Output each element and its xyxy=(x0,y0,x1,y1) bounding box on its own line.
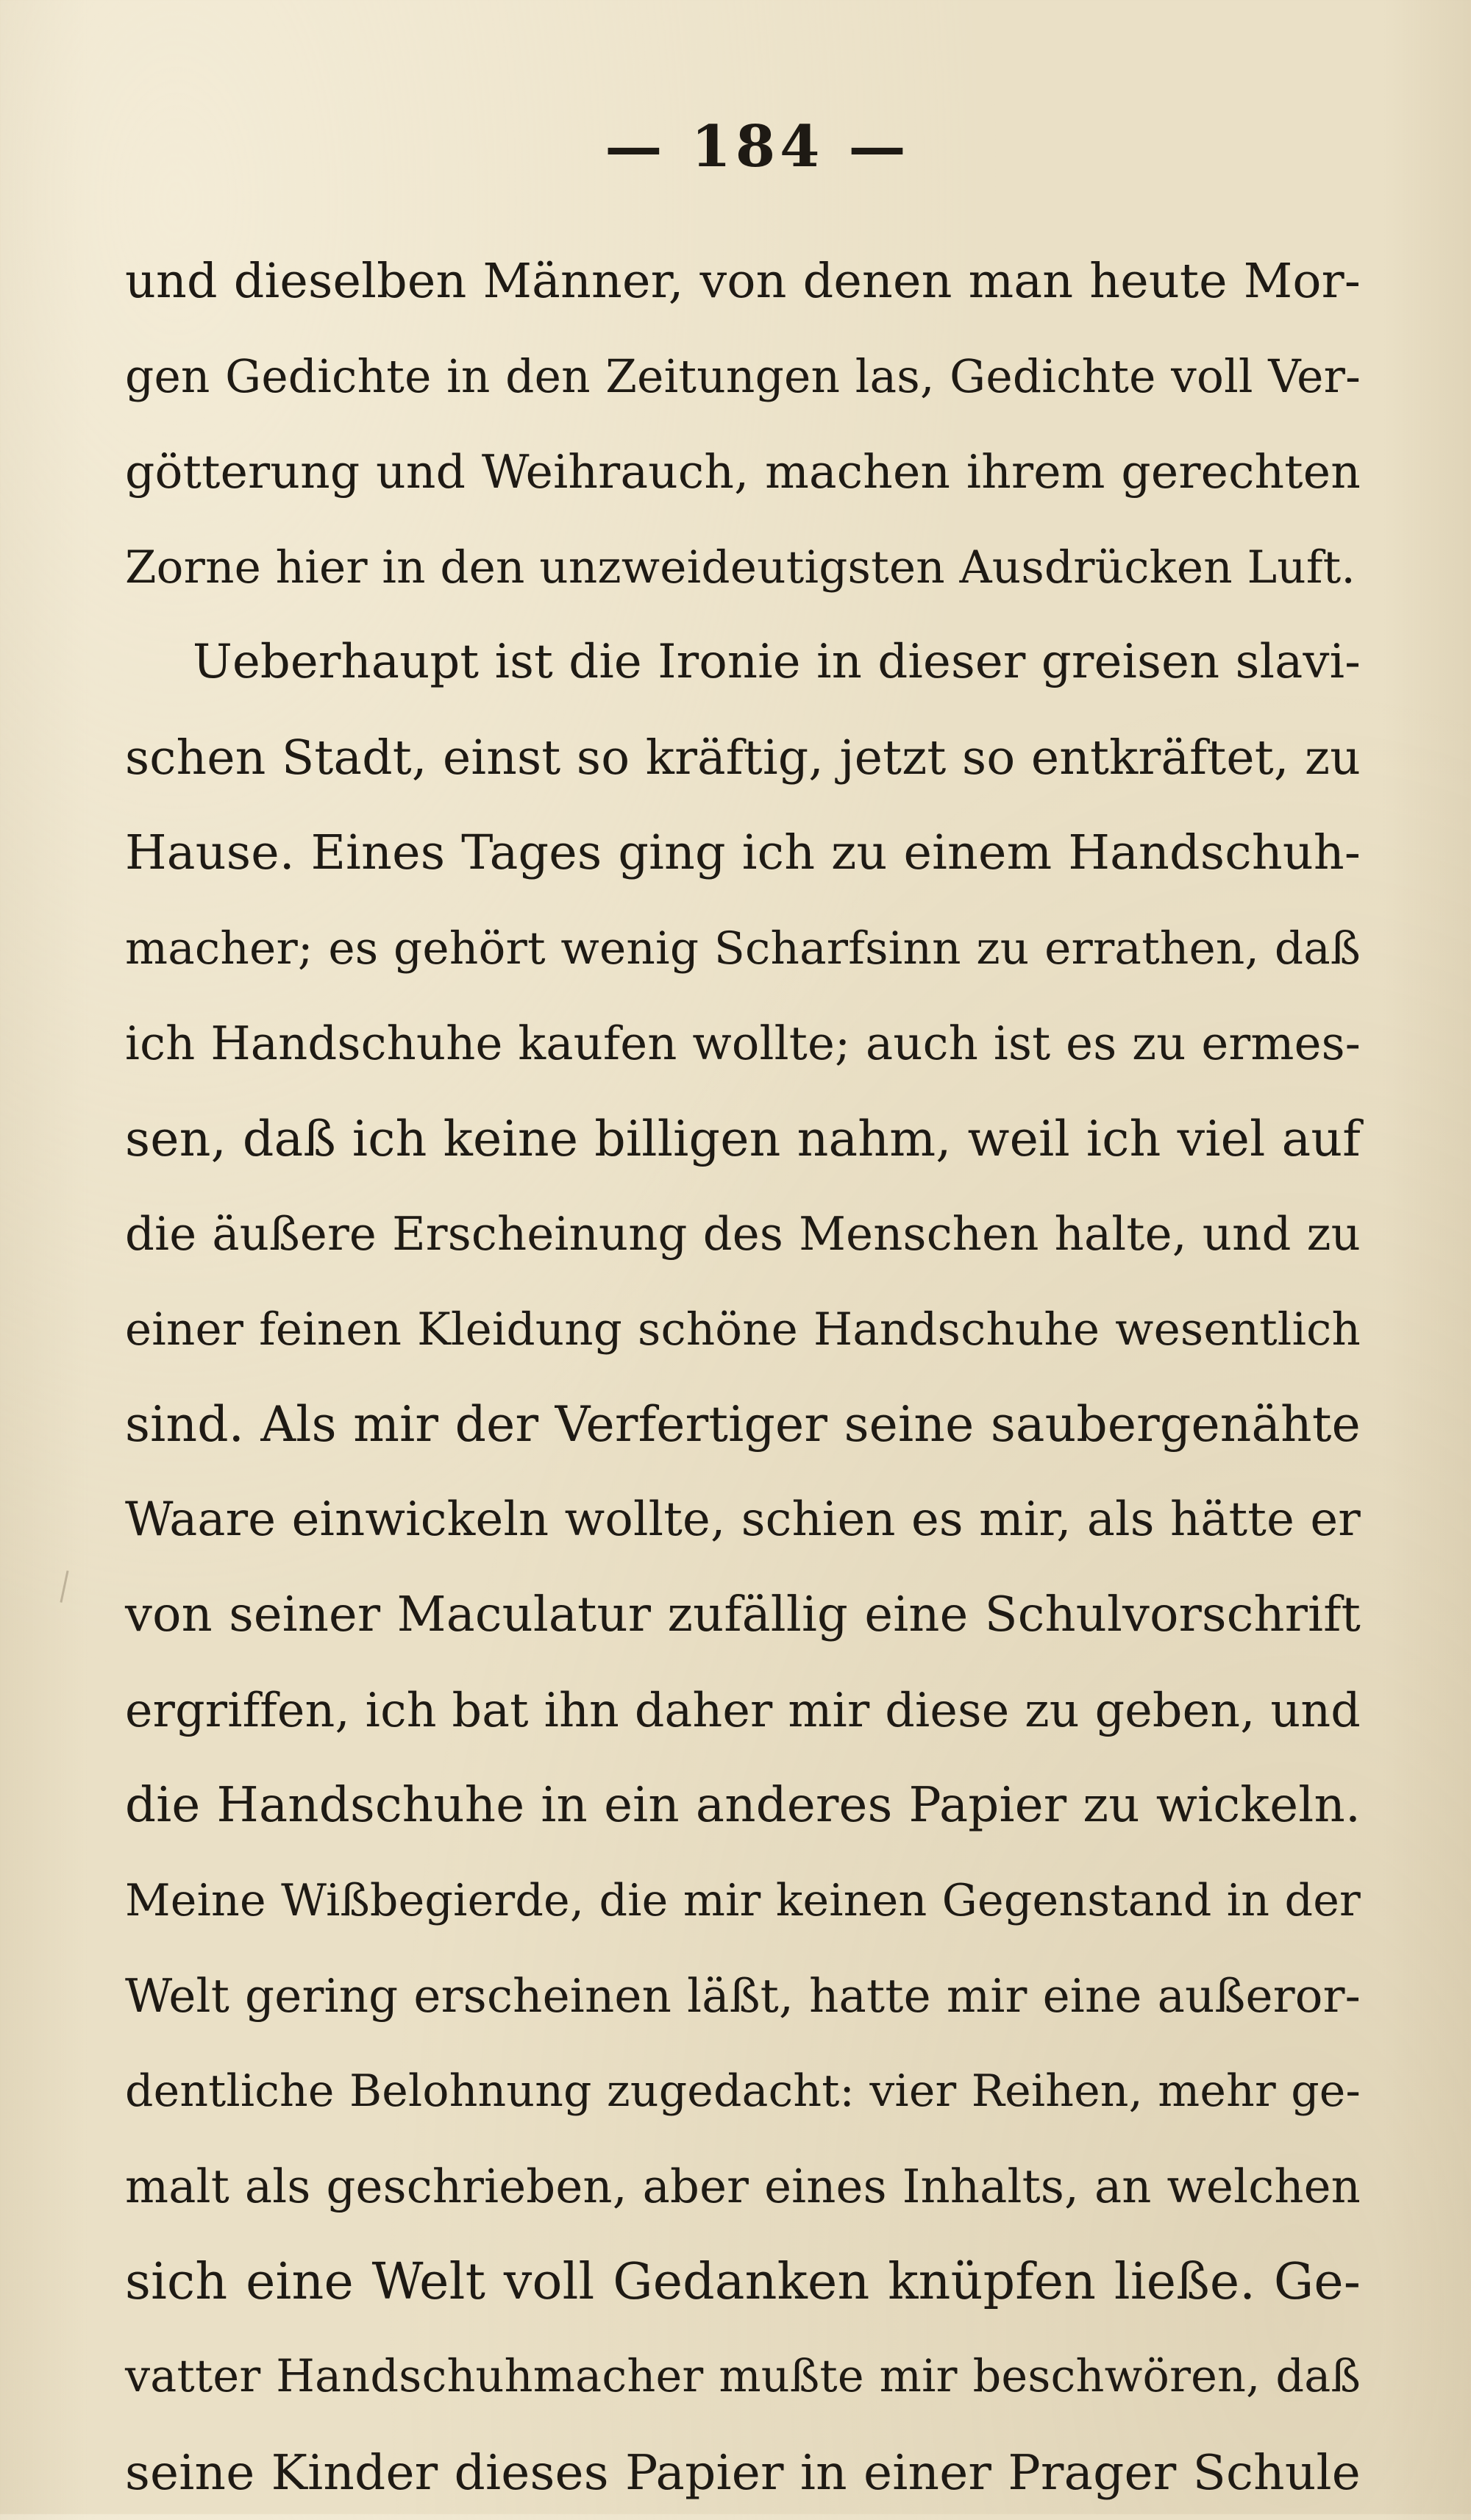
text-line: Zorne hier in den unzweideutigsten Ausdrücken Luft. xyxy=(125,520,1361,616)
text-line: ergriffen, ich bat ihn daher mir diese zu geben, und xyxy=(125,1663,1361,1759)
text-line: von seiner Maculatur zufällig eine Schulvorschrift xyxy=(125,1567,1361,1663)
text-line: malt als geschrieben, aber eines Inhalts, an welchen xyxy=(125,2139,1361,2235)
text-line: sich eine Welt voll Gedanken knüpfen ließe. Ge- xyxy=(125,2235,1361,2330)
text-line: götterung und Weihrauch, machen ihrem gerechten xyxy=(125,424,1361,520)
text-line: Ueberhaupt ist die Ironie in dieser greisen slavi- xyxy=(125,615,1361,711)
page-number: — 184 — xyxy=(574,103,941,191)
text-line: die Handschuhe in ein anderes Papier zu wickeln. xyxy=(125,1758,1361,1854)
text-line: vatter Handschuhmacher mußte mir beschwören, daß xyxy=(125,2329,1361,2425)
body-text xyxy=(125,234,1361,2520)
text-line: Hause. Eines Tages ging ich zu einem Handschuh- xyxy=(125,805,1361,901)
text-line: die äußere Erscheinung des Menschen halte, und zu xyxy=(125,1186,1361,1282)
text-line: gen Gedichte in den Zeitungen las, Gedichte voll Ver- xyxy=(125,330,1361,425)
text-line: sind. Als mir der Verfertiger seine saubergenähte xyxy=(125,1377,1361,1473)
text-line: und dieselben Männer, von denen man heute Mor- xyxy=(125,234,1361,330)
text-line: Meine Wißbegierde, die mir keinen Gegenstand in der xyxy=(125,1854,1361,1949)
text-line: ich Handschuhe kaufen wollte; auch ist es zu ermes- xyxy=(125,996,1361,1092)
text-line: macher; es gehört wenig Scharfsinn zu errathen, daß xyxy=(125,901,1361,997)
text-line: schen Stadt, einst so kräftig, jetzt so entkräftet, zu xyxy=(125,711,1361,806)
text-line: sen, daß ich keine billigen nahm, weil ich viel auf xyxy=(125,1092,1361,1187)
text-line: dentliche Belohnung zugedacht: vier Reihen, mehr ge- xyxy=(125,2044,1361,2140)
text-line: einer feinen Kleidung schöne Handschuhe wesentlich xyxy=(125,1282,1361,1378)
text-line: Waare einwickeln wollte, schien es mir, als hätte er xyxy=(125,1473,1361,1568)
margin-pencil-mark xyxy=(60,1570,68,1603)
text-line: Welt gering erscheinen läßt, hatte mir eine außeror- xyxy=(125,1948,1361,2044)
text-line: seine Kinder dieses Papier in einer Prager Schule xyxy=(125,2425,1361,2520)
